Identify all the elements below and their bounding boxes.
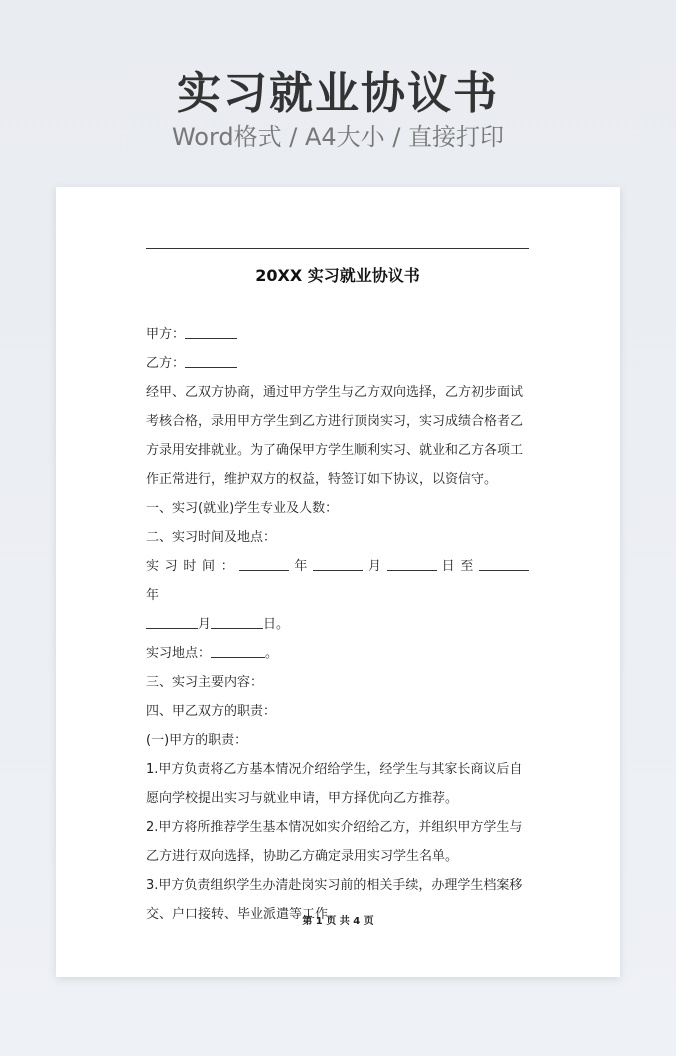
time-line-2 [146, 610, 529, 639]
month-unit: 月 [367, 559, 382, 574]
end-month-blank [146, 614, 198, 629]
promo-subtitle: Word格式 / A4大小 / 直接打印 [171, 123, 505, 151]
section-2: 二、实习时间及地点： [146, 530, 277, 545]
end-year-blank [479, 556, 529, 571]
duty-2: 2.甲方将所推荐学生基本情况如实介绍给乙方，并组织甲方学生与乙方进行双向选择，协助乙方确定录用实习学生名单。 [146, 820, 523, 864]
document-title: 20XX 实习就业协议书 [255, 266, 420, 285]
place-label: 实习地点： [146, 646, 212, 661]
place-end: 。 [265, 646, 279, 661]
top-rule [146, 248, 529, 249]
place-line [146, 639, 529, 668]
promo-title: 实习就业协议书 [177, 68, 499, 119]
document-body [146, 320, 529, 929]
intro-paragraph: 经甲、乙双方协商，通过甲方学生与乙方双向选择，乙方初步面试考核合格，录用甲方学生到乙方进行顶岗实习，实习成绩合格者乙方录用安排就业。为了确保甲方学生顺利实习、就业和乙方各项工作正常进行，维护双方的权益，特签订如下协议，以资信守。 [146, 385, 524, 487]
day-blank [387, 556, 437, 571]
place-blank [211, 643, 265, 658]
section-4: 四、甲乙双方的职责： [146, 704, 277, 719]
end-year-unit: 年 [146, 588, 160, 603]
duty-3: 3.甲方负责组织学生办清赴岗实习前的相关手续，办理学生档案移交、户口接转、毕业派遣等工作。 [146, 878, 523, 922]
section-1: 一、实习(就业)学生专业及人数： [146, 501, 339, 516]
party-b-blank [185, 353, 237, 368]
section-3: 三、实习主要内容： [146, 675, 264, 690]
day-unit: 日 [441, 559, 456, 574]
time-line [146, 552, 529, 610]
to-text: 至 [460, 559, 475, 574]
end-day-unit: 日。 [263, 617, 290, 632]
party-b-line [146, 349, 529, 378]
year-unit: 年 [294, 559, 309, 574]
duty-1: 1.甲方负责将乙方基本情况介绍给学生，经学生与其家长商议后自愿向学校提出实习与就业申请，甲方择优向乙方推荐。 [146, 762, 523, 806]
end-month-unit: 月 [198, 617, 212, 632]
page-number: 第 1 页 共 4 页 [302, 916, 374, 927]
subsection-a: (一)甲方的职责： [146, 733, 248, 748]
party-a-line [146, 320, 529, 349]
end-day-blank [211, 614, 263, 629]
time-label: 实 习 时 间 ： [146, 559, 235, 574]
document-page [56, 187, 620, 977]
year-blank [239, 556, 289, 571]
month-blank [313, 556, 363, 571]
party-a-blank [185, 324, 237, 339]
party-b-label: 乙方： [146, 356, 186, 371]
party-a-label: 甲方： [146, 327, 186, 342]
